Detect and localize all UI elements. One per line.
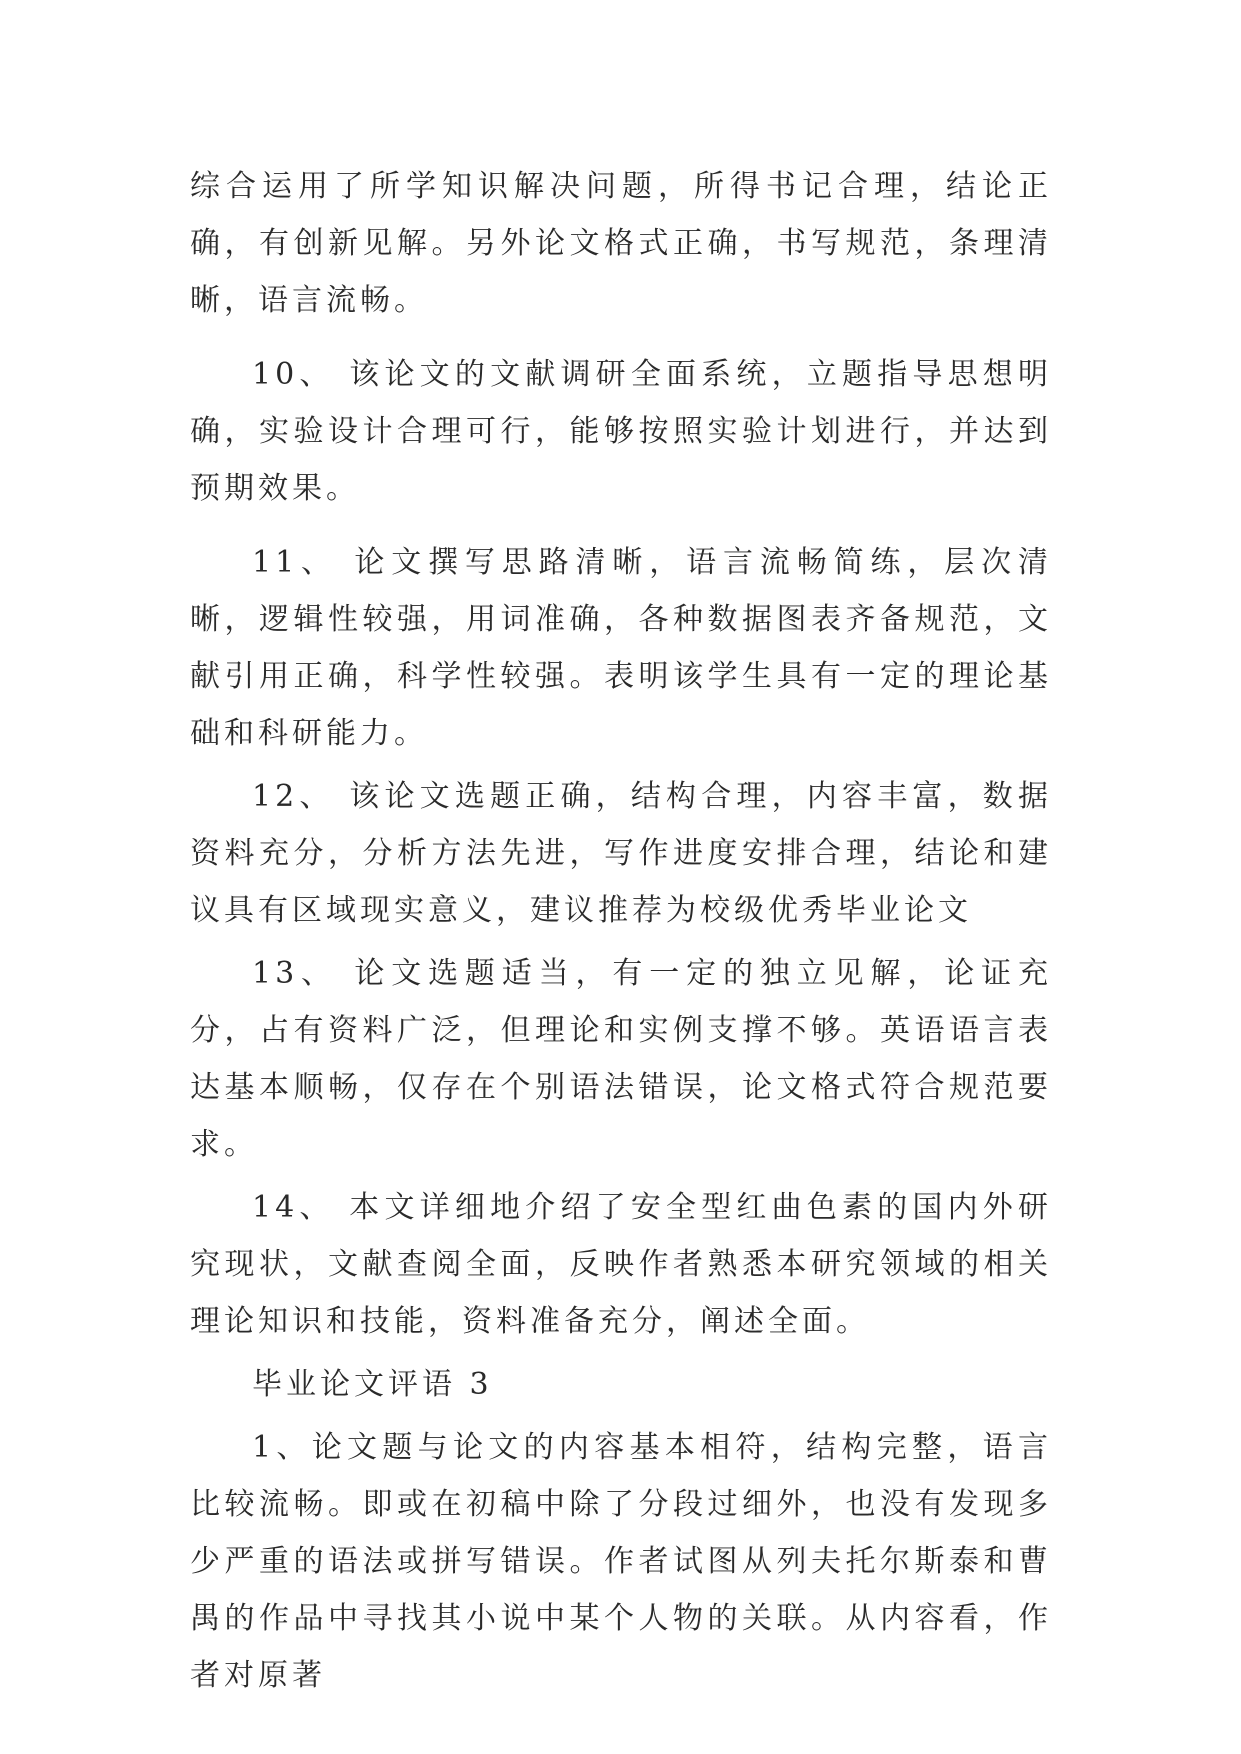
document-body: [190, 158, 1052, 1704]
paragraph-item-1: 1、论文题与论文的内容基本相符，结构完整，语言比较流畅。即或在初稿中除了分段过细外，也没有发现多少严重的语法或拼写错误。作者试图从列夫托尔斯泰和曹禺的作品中寻找其小说中某个人物的关联。从内容看，作者对原著: [190, 1430, 1052, 1693]
section-heading: 毕业论文评语 3: [252, 1367, 493, 1402]
paragraph-item-10: 10、 该论文的文献调研全面系统，立题指导思想明确，实验设计合理可行，能够按照实验计划进行，并达到预期效果。: [190, 357, 1052, 506]
paragraph-continuation: 综合运用了所学知识解决问题，所得书记合理，结论正确，有创新见解。另外论文格式正确，书写规范，条理清晰，语言流畅。: [190, 169, 1052, 318]
paragraph-item-12: 12、 该论文选题正确，结构合理，内容丰富，数据资料充分，分析方法先进，写作进度安排合理，结论和建议具有区域现实意义，建议推荐为校级优秀毕业论文: [190, 779, 1052, 928]
paragraph-item-13: 13、 论文选题适当，有一定的独立见解，论证充分，占有资料广泛，但理论和实例支撑不够。英语语言表达基本顺畅，仅存在个别语法错误，论文格式符合规范要求。: [190, 956, 1052, 1162]
paragraph-item-11: 11、 论文撰写思路清晰，语言流畅简练，层次清晰，逻辑性较强，用词准确，各种数据图表齐备规范，文献引用正确，科学性较强。表明该学生具有一定的理论基础和科研能力。: [190, 545, 1052, 751]
paragraph-item-14: 14、 本文详细地介绍了安全型红曲色素的国内外研究现状，文献查阅全面，反映作者熟悉本研究领域的相关理论知识和技能，资料准备充分，阐述全面。: [190, 1190, 1052, 1339]
